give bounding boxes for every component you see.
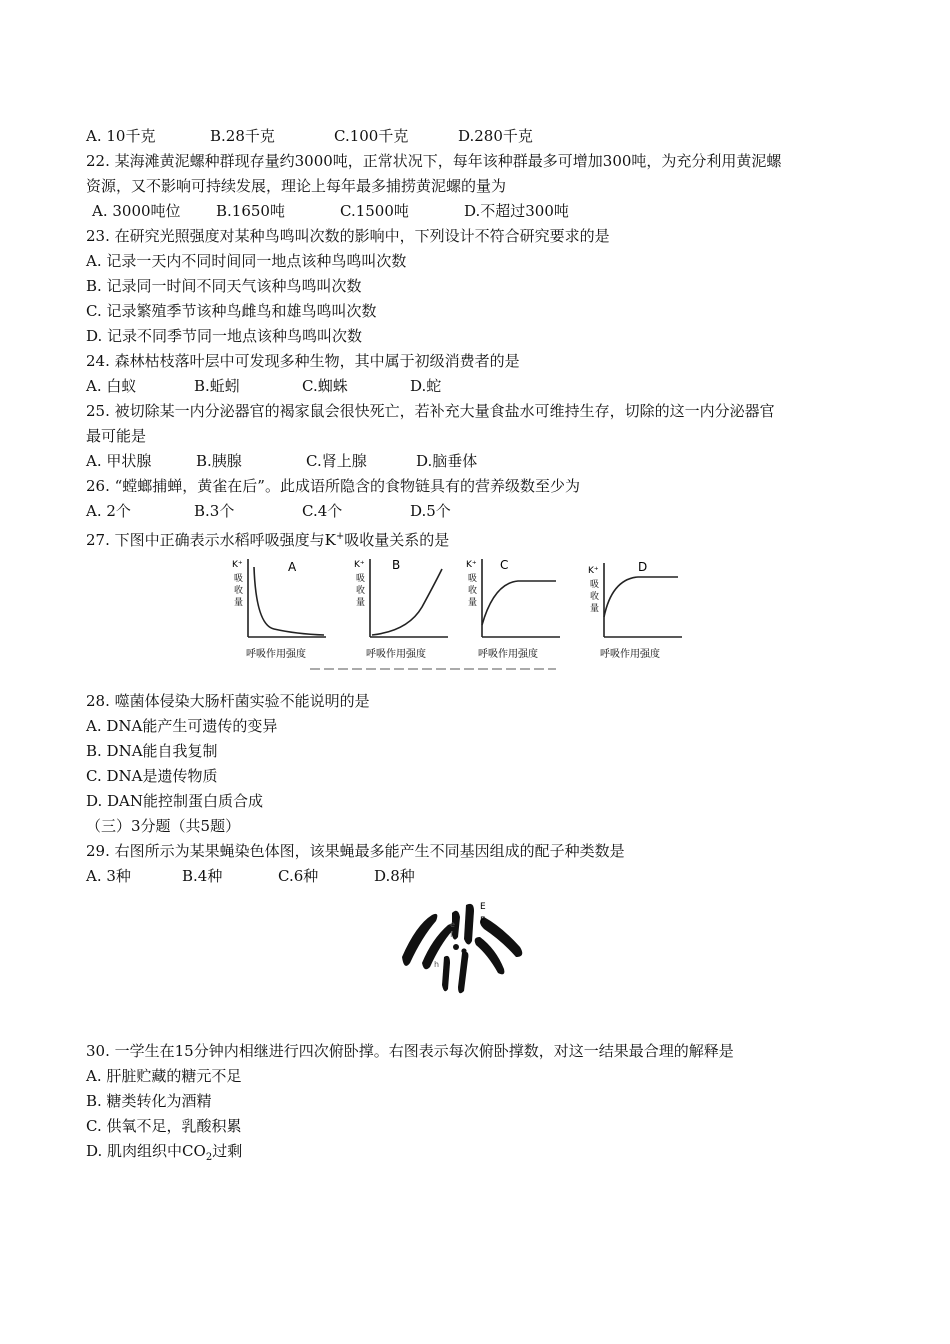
q27-panel-c-ylabel-3: 量 — [468, 598, 478, 608]
q23-option-a: A. 记录一天内不同时间同一地点该种鸟鸣叫次数 — [86, 252, 407, 270]
q27-panel-a-xlabel: 呼吸作用强度 — [246, 649, 306, 660]
q24-option-d: D.蛇 — [410, 377, 442, 395]
q27-panel-c-ylabel-0: K⁺ — [466, 560, 477, 570]
dot-chromosome-1 — [453, 944, 459, 950]
section-3-heading: （三）3分题（共5题） — [86, 817, 241, 835]
q27-panel-c-ylabel-2: 收 — [468, 586, 478, 596]
gene-label-h: h — [434, 960, 440, 969]
q27-panel-a-ylabel-1: 吸 — [234, 574, 244, 584]
q27-panel-b-ylabel-2: 收 — [356, 586, 366, 596]
chromosome-bottom-right — [458, 952, 468, 993]
q27-panel-d — [588, 560, 682, 660]
q22-option-a: A. 3000吨位 — [92, 202, 181, 220]
q28-option-c: C. DNA是遗传物质 — [86, 767, 218, 785]
q27-panel-a-ylabel-2: 收 — [234, 586, 244, 596]
q24-option-c: C.蜘蛛 — [302, 377, 348, 395]
q25-option-c: C.肾上腺 — [306, 452, 367, 470]
q27-panel-d-xlabel: 呼吸作用强度 — [600, 649, 660, 660]
q29-figure — [86, 889, 876, 1039]
q25-stem-line1: 25. 被切除某一内分泌器官的褐家鼠会很快死亡，若补充大量食盐水可维持生存，切除的这一内分泌器官 — [86, 402, 775, 420]
q28-option-d: D. DAN能控制蛋白质合成 — [86, 792, 264, 810]
q30-option-c: C. 供氧不足，乳酸积累 — [86, 1117, 242, 1135]
q27-panel-c-letter: C — [500, 558, 509, 572]
q21-option-c: C.100千克 — [334, 127, 409, 145]
q22-stem-line2: 资源，又不影响可持续发展，理论上每年最多捕捞黄泥螺的量为 — [86, 177, 507, 195]
q25-option-a: A. 甲状腺 — [86, 452, 152, 470]
q27-panel-d-curve — [604, 577, 678, 617]
q29-stem: 29. 右图所示为某果蝇染色体图，该果蝇最多能产生不同基因组成的配子种类数是 — [86, 842, 625, 860]
q28-option-b: B. DNA能自我复制 — [86, 742, 218, 760]
q27-panel-c-xlabel: 呼吸作用强度 — [478, 649, 538, 660]
q27-panel-b-xlabel: 呼吸作用强度 — [366, 649, 426, 660]
q29-option-d: D.8种 — [374, 867, 415, 885]
q27-panel-a-ylabel-3: 量 — [234, 598, 244, 608]
q23-option-b: B. 记录同一时间不同天气该种鸟鸣叫次数 — [86, 277, 362, 295]
q27-panel-c-curve — [482, 581, 556, 625]
q25-stem-line2: 最可能是 — [86, 427, 147, 445]
gene-label-E: E — [480, 902, 486, 912]
q27-stem — [86, 524, 876, 549]
q24-option-b: B.蚯蚓 — [194, 377, 240, 395]
q27-panel-d-letter: D — [638, 560, 648, 574]
q30-option-d-sub: 2 — [205, 1152, 213, 1163]
q29-option-b: B.4种 — [182, 867, 223, 885]
q25-options — [86, 449, 876, 474]
q27-panel-a-letter: A — [288, 560, 297, 574]
q30-option-d-pre: D. 肌肉组织中CO — [86, 1142, 206, 1160]
q27-panel-c — [466, 558, 560, 660]
q21-option-b: B.28千克 — [210, 127, 275, 145]
q22-stem-line1: 22. 某海滩黄泥螺种群现存量约3000吨，正常状况下，每年该种群最多可增加300吨，为充分利用黄泥螺 — [86, 152, 782, 170]
chromosome-bottom-left — [442, 956, 450, 991]
q24-stem: 24. 森林枯枝落叶层中可发现多种生物，其中属于初级消费者的是 — [86, 352, 520, 370]
chromosome-center-short-2 — [464, 904, 474, 945]
q27-panel-a-curve — [254, 567, 324, 635]
q27-stem-post: 吸收量关系的是 — [344, 531, 450, 549]
q26-option-a: A. 2个 — [86, 502, 131, 520]
gene-label-f: f — [450, 930, 453, 939]
q21-options — [86, 124, 876, 149]
q30-option-b: B. 糖类转化为酒精 — [86, 1092, 212, 1110]
q22-options — [86, 199, 876, 224]
q27-panel-d-ylabel-3: 量 — [590, 604, 600, 614]
q29-options — [86, 864, 876, 889]
q25-option-d: D.脑垂体 — [416, 452, 478, 470]
q23-stem: 23. 在研究光照强度对某种鸟鸣叫次数的影响中，下列设计不符合研究要求的是 — [86, 227, 610, 245]
q27-panel-b-ylabel-1: 吸 — [356, 574, 366, 584]
q29-option-a: A. 3种 — [86, 867, 131, 885]
q26-option-c: C.4个 — [302, 502, 343, 520]
q24-option-a: A. 白蚁 — [86, 377, 137, 395]
q23-option-c: C. 记录繁殖季节该种鸟雌鸟和雄鸟鸣叫次数 — [86, 302, 377, 320]
q29-option-c: C.6种 — [278, 867, 319, 885]
q27-stem-pre: 27. 下图中正确表示水稻呼吸强度与K — [86, 531, 336, 549]
q26-option-d: D.5个 — [410, 502, 451, 520]
q22-option-d: D.不超过300吨 — [464, 202, 569, 220]
q27-panel-b-ylabel-3: 量 — [356, 598, 366, 608]
q27-panel-d-ylabel-1: 吸 — [590, 580, 600, 590]
q27-graphs — [226, 555, 696, 675]
q30-option-a: A. 肝脏贮藏的糖元不足 — [86, 1067, 242, 1085]
q22-option-c: C.1500吨 — [340, 202, 409, 220]
q26-option-b: B.3个 — [194, 502, 235, 520]
q28-option-a: A. DNA能产生可遗传的变异 — [86, 717, 278, 735]
q22-option-b: B.1650吨 — [216, 202, 285, 220]
q30-option-d — [86, 1139, 876, 1164]
gene-label-F: F — [480, 916, 486, 926]
q27-panel-d-ylabel-2: 收 — [590, 592, 600, 602]
q27-panel-d-ylabel-0: K⁺ — [588, 566, 599, 576]
q25-option-b: B.胰腺 — [196, 452, 242, 470]
chromosome-diagram — [392, 897, 532, 997]
q27-panel-b-letter: B — [392, 558, 401, 572]
q27-figure — [86, 549, 876, 689]
dot-chromosome-2 — [461, 948, 466, 953]
q30-stem: 30. 一学生在15分钟内相继进行四次俯卧撑。右图表示每次俯卧撑数，对这一结果最合理的解释是 — [86, 1042, 734, 1060]
q21-option-d: D.280千克 — [458, 127, 533, 145]
q27-panel-b-curve — [372, 569, 442, 635]
q26-options — [86, 499, 876, 524]
q27-panel-c-ylabel-1: 吸 — [468, 574, 478, 584]
q27-stem-sup: + — [335, 531, 345, 542]
q23-option-d: D. 记录不同季节同一地点该种鸟鸣叫次数 — [86, 327, 363, 345]
gene-label-e: e — [450, 920, 455, 929]
q27-panel-b-ylabel-0: K⁺ — [354, 560, 365, 570]
exam-page — [86, 124, 876, 1164]
q27-panel-b — [354, 558, 448, 660]
q28-stem: 28. 噬菌体侵染大肠杆菌实验不能说明的是 — [86, 692, 370, 710]
chromosome-right-inner — [475, 937, 505, 974]
q30-option-d-post: 过剩 — [212, 1142, 243, 1160]
q21-option-a: A. 10千克 — [86, 127, 156, 145]
q24-options — [86, 374, 876, 399]
q27-panel-a-ylabel-0: K⁺ — [232, 560, 243, 570]
q27-panel-a — [232, 559, 326, 660]
q26-stem: 26. “螳螂捕蝉，黄雀在后”。此成语所隐含的食物链具有的营养级数至少为 — [86, 477, 580, 495]
